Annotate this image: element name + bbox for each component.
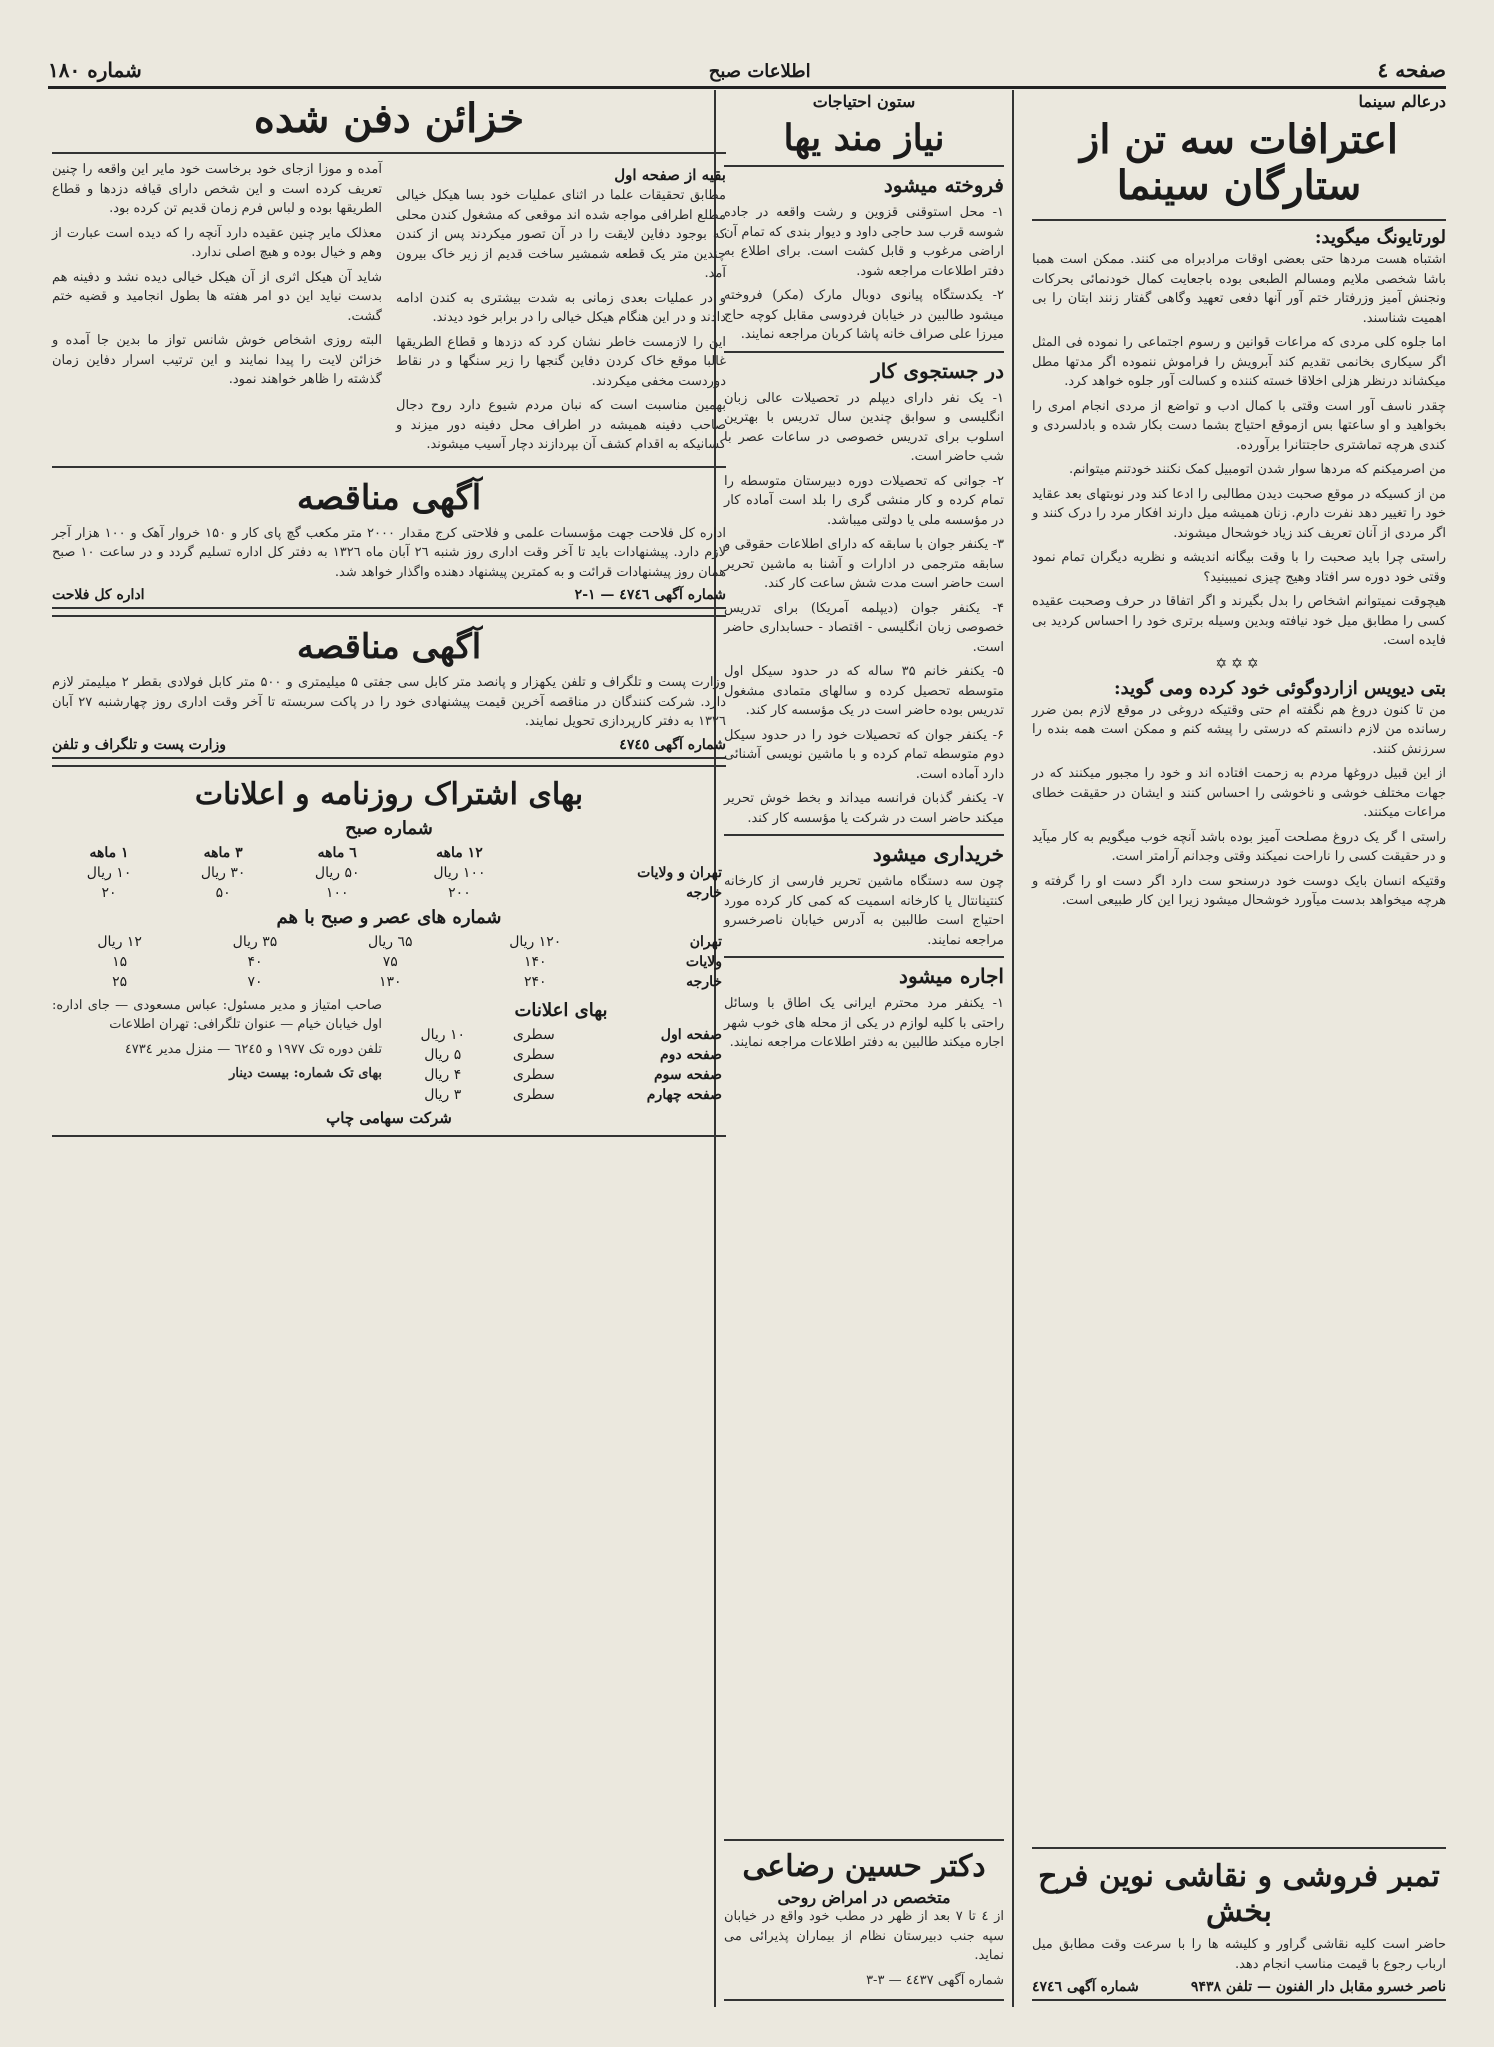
tender-text: وزارت پست و تلگراف و تلفن یکهزار و پانصد متر کابل سی جفتی ۵ میلیمتری و ۵۰۰ متر کابل فولادی بقطر ۲ میلیمتر لازم دارد. شرکت کنندگان در مناقصه آخرین قیمت پیشنهادی خود را در پاکت سربسته تا آخر وقت اداری روز چهارشنبه ۲۷ آبان ۱۳۲٦ به دفتر کارپردازی تحویل نمایند.: [52, 675, 726, 729]
price-cell: ولایات: [685, 953, 722, 970]
classified-item: ۳- یکنفر جوان با سابقه که دارای اطلاعات حقوقی و سابقه مترجمی در ادارات و آشنا به ماشین تحریر است حاضر است مدت شش ساعت کار کند.: [724, 537, 1004, 591]
paragraph: مطابق تحقیقات علما در اثنای عملیات خود بسا هیکل خیالی مطلع اطرافی مواجه شده اند موقعی که مشغول کندن محلی که بوجود دفاین لایقت را در آن تصور میکردند پس از کندن چندین متر یک قطعه شمشیر ساخت قدیم از زیر خاک بیرون آمد.: [396, 188, 726, 281]
price-cell: ۱۰۰: [325, 884, 349, 901]
price-cell: صفحه سوم: [653, 1066, 722, 1083]
masthead: [48, 48, 1446, 89]
classified-item: ۴- یکنفر جوان (دیپلمه آمریکا) برای تدریس خصوصی زبان انگلیسی - اقتصاد - حسابداری حاضر است.: [724, 600, 1004, 655]
price-row: [52, 932, 726, 952]
price-row: [396, 1085, 726, 1105]
price-cell: سطری: [512, 1026, 555, 1043]
price-row: [396, 1065, 726, 1085]
price-row: [396, 1025, 726, 1045]
paragraph: من تا کنون دروغ هم نگفته ام حتی وقتیکه دروغی در موقع لازم بمن ضرر رسانده من لازم دانستم که درستی را پیشه کنم و ممکن است همه بنده را سرزنش کنند.: [1032, 702, 1446, 757]
stamp-shop-ad: [1032, 1847, 1446, 2001]
price-row: [52, 972, 726, 992]
price-cell: صفحه اول: [660, 1026, 722, 1043]
classified-item: ۲- جوانی که تحصیلات دوره دبیرستان متوسطه را تمام کرده و کار منشی گری را بلد است آماده کار در مؤسسه ملی یا دولتی میباشد.: [724, 473, 1004, 528]
price-cell: سطری: [512, 1046, 555, 1063]
paragraph: شاید آن هیکل اثری از آن هیکل خیالی دیده نشد و دفینه هم بدست نیاید این دو امر هفته ها بطول انجامید و قضیه ختم گشت.: [52, 269, 382, 324]
price-cell: ۳ ریال: [424, 1086, 462, 1103]
classified-item: ۷- یکنفر گذبان فرانسه میداند و بخط خوش تحریر میکند حاضر است در شرکت یا مؤسسه کار کند.: [724, 791, 1004, 826]
ads-price-table: [396, 1025, 726, 1105]
price-cell: صفحه چهارم: [646, 1086, 722, 1103]
left-column: [44, 90, 734, 2007]
price-cell: سطری: [512, 1066, 555, 1083]
tender-signature: اداره کل فلاحت: [52, 587, 145, 603]
price-row: [52, 883, 726, 903]
price-cell: تهران: [689, 933, 722, 950]
price-cell: ۵۰ ریال: [314, 864, 360, 881]
price-cell: خارجه: [686, 884, 722, 901]
classified-item: چون سه دستگاه ماشین تحریر فارسی از کارخانه کنتینانتال یا کارخانه اسمیت که کمی کار کرده مورد احتیاج است طالبین به آدرس خیابان ناصرخسرو مراجعه نمایند.: [724, 874, 1004, 948]
price-cell: ۲۴۰: [523, 973, 547, 990]
price-header-cell: ۱۲ ماهه: [436, 844, 483, 861]
paragraph: بهمین مناسبت است که نبان مردم شیوع دارد روح دجال صاحب دفینه همیشه در اطراف محل دفینه دور میزند و کسانیکه به اقدام کشف آن بپردازند دچار آسیب میشوند.: [396, 398, 726, 452]
wanted-heading: خریداری میشود: [872, 842, 1004, 866]
price-cell: ۷۵: [382, 953, 398, 970]
price-cell: ۱۰ ریال: [86, 864, 132, 881]
paragraph: من از کسیکه در موقع صحبت دیدن مطالبی را ادعا کند ودر نوبتهای بعد عقاید خود را تغییر دهد نفرت دارم. زنان همیشه میل دارند افکار مرد را درک کنند و اگر مردی از آنان تعریف کند زیاد خوشحال میشوند.: [1032, 486, 1446, 541]
price-header-cell: ۱ ماهه: [89, 844, 129, 861]
job-seeking-heading: در جستجوی کار: [871, 358, 1004, 383]
price-cell: سطری: [512, 1086, 555, 1103]
ad-contact: ناصر خسرو مقابل دار الفنون — تلفن ۹۴۳۸: [1190, 1979, 1446, 1995]
price-row: [52, 952, 726, 972]
paragraph: چقدر ناسف آور است وقتی با کمال ادب و تواضع از مردی انجام امری را بخواهید و او ساعتها بس ازموقع احتیاج بشما دست بکار شده و بادلسردی و کندی هرچه تماشتری حاجتتانرا برآورده.: [1032, 398, 1446, 453]
price-cell: ۲۵: [112, 973, 128, 990]
tender-title: آگهی مناقصه: [296, 477, 482, 518]
star-divider: ✡✡✡: [1215, 655, 1263, 672]
price-cell: ۱۰ ریال: [420, 1026, 466, 1043]
paragraph: این را لازمست خاطر نشان کرد که دزدها و قطاع الطریقها غالبا موقع خاک کردن دفاین گنجها را زیر سنگها و در نقاط دوردست مخفی میکردند.: [396, 334, 726, 389]
price-cell: ۳۰ ریال: [200, 864, 246, 881]
rent-heading: اجاره میشود: [899, 964, 1004, 988]
ad-text: حاضر است کلیه نقاشی گراور و کلیشه ها را با سرعت وقت مطابق میل ارباب رجوع با قیمت مناسب انجام دهد.: [1032, 1937, 1446, 1972]
subscription-prices: [52, 765, 726, 1137]
issue-number: شماره ۱۸۰: [48, 58, 142, 82]
classified-item: ۱- محل استوقنی قزوین و رشت واقعه در جاده شوسه قرب سد حاجی داود و دیوار بندی که تمام آن اراضی مرغوب و قابل کشت است. برای اطلاع به دفتر اطلاعات مراجعه شود.: [724, 205, 1004, 279]
price-header-cell: [525, 843, 726, 863]
ad-title: تمبر فروشی و نقاشی نوین فرح بخش: [1038, 1859, 1440, 1929]
paragraph: اما جلوه کلی مردی که مراعات قوانین و رسوم اجتماعی را نموده فی المثل اگر سیکاری بخانمی تقدیم کند آبرویش را فراموش ننموده اگر مدتها مطل میکشاند درنظر هزلی اخلاقا خسته کننده و کسالت آور جلوه خواهد کرد.: [1032, 335, 1446, 389]
continued-note: بقیه از صفحه اول: [614, 166, 726, 184]
price-cell: تهران و ولایات: [637, 864, 722, 881]
classifieds-headline: نیاز مند یها: [783, 117, 945, 159]
ad-ref: شماره آگهی ٤٧٤٦: [1032, 1979, 1139, 1995]
doctor-name: دکتر حسین رضاعی: [742, 1849, 986, 1884]
price-cell: ۵۰: [215, 884, 231, 901]
price-cell: صفحه دوم: [659, 1046, 722, 1063]
page-number: صفحه ٤: [1377, 58, 1446, 82]
price-cell: ۴۰: [247, 953, 263, 970]
middle-column: [714, 90, 1014, 2007]
price-cell: ۷۰: [247, 973, 263, 990]
right-column: [1024, 90, 1454, 2007]
paper-name: اطلاعات صبح: [708, 61, 811, 82]
section-tag: ستون احتیاجات: [812, 92, 916, 111]
tender-title: آگهی مناقصه: [296, 627, 482, 667]
price-row: [52, 863, 726, 883]
price-cell: ۱۴۰: [523, 953, 547, 970]
tender-ad-two: [52, 615, 726, 759]
price-cell: ٦۵ ریال: [367, 933, 413, 950]
paragraph: از این قبیل دروغها مردم به زحمت افتاده اند و خود را مجبور میکنند که در جهات مختلف خوشی و ناخوشی را احساس کنند و ایشان در حقیقت خطای مراعات میکنند.: [1032, 766, 1446, 820]
treasures-article: [52, 160, 726, 460]
both-price-table: [52, 932, 726, 992]
price-cell: ۵ ریال: [424, 1046, 462, 1063]
price-row: [396, 1045, 726, 1065]
price-header-cell: ۳ ماهه: [203, 844, 243, 861]
classified-item: ۶- یکنفر جوان که تحصیلات خود را در حدود سیکل دوم متوسطه تمام کرده و با ماشین نویسی آشنائی دارد آماده است.: [724, 727, 1004, 782]
paragraph: وقتیکه انسان بایک دوست خود درسنحو ست دارد اگر دست او را گرفته و هرچه میخواهد بدست میآورد خوشحال میشود زیرا این کار طبیعی است.: [1032, 873, 1446, 908]
morning-heading: شماره صبح: [345, 817, 433, 839]
price-cell: ۳۵ ریال: [232, 933, 278, 950]
tender-signature: وزارت پست و تلگراف و تلفن: [52, 736, 227, 753]
doctor-ad: [724, 1839, 1004, 2001]
price-cell: ۲۰۰: [448, 884, 471, 901]
phones: تلفن دوره تک ١٩٧٧ و ٦٢٤٥ — منزل مدیر ٤٧٣٤: [124, 1041, 382, 1057]
printer: شرکت سهامی چاپ: [326, 1108, 452, 1127]
price-cell: ۱۳۰: [378, 973, 402, 990]
publisher-info: صاحب امتیاز و مدیر مسئول: عباس مسعودی — جای اداره: اول خیابان خیام — عنوان تلگرافی: تهران اطلاعات: [52, 997, 382, 1032]
price-cell: ۱۰۰ ریال: [433, 864, 486, 881]
price-cell: ۱۲ ریال: [97, 933, 142, 950]
price-cell: ۴ ریال: [424, 1066, 462, 1083]
classified-item: ۵- یکنفر خانم ۳۵ ساله که در حدود سیکل اول متوسطه تحصیل کرده و سالهای متمادی مشغول تدریس بوده حاضر است در یک مؤسسه کار کند.: [724, 664, 1005, 718]
paragraph: هیچوقت نمیتوانم اشخاص را بدل بگیرند و اگر اتفاقا در حرف وصحبت عقیده کسی را مطابق میل خود نیافته وبدین وسیله برتری خود را احساس کردید بی فایده است.: [1032, 594, 1446, 648]
price-cell: خارجه: [686, 973, 722, 990]
paragraph: من اصرمیکنم که مردها سوار شدن اتومبیل کمک نکنند خودتنم میتوانم.: [1069, 462, 1446, 477]
paragraph: راستی ا گر یک دروغ مصلحت آمیز بوده باشد آنچه خوب میگویم به کار میآید و در حقیقت کسی را ناراحت نمیکند وقتی وجدانم آرامتر است.: [1032, 829, 1446, 864]
speaker-two: بتی دیویس ازاردوگوئی خود کرده ومی گوید:: [1114, 677, 1446, 699]
doctor-text: از ٤ تا ٧ بعد از ظهر در مطب خود واقع در خیابان سپه جنب دبیرستان نظام از بیماران پذیرائی می نماید.: [724, 1909, 1004, 1963]
classified-item: ۱- یک نفر دارای دیپلم در تحصیلات عالی زبان انگلیسی و سوابق چندین سال تدریس با بهترین اسلوب برای تدریس خصوصی در ساعات عصر با شب حاضر است.: [724, 390, 1004, 464]
price-header-cell: ٦ ماهه: [317, 844, 357, 861]
paragraph: و در عملیات بعدی زمانی به شدت بیشتری به کندن ادامه دادند و در این هنگام هیکل خیالی را در برابر خود دیدند.: [396, 290, 726, 325]
prices-title: بهای اشتراک روزنامه و اعلانات: [194, 776, 584, 812]
cinema-headline: اعترافات سه تن از ستارگان سینما: [1080, 116, 1398, 209]
paragraph: اشتباه هست مردها حتی بعضی اوقات مرادبراه می کنند. ممکن است همبا باشا شخصی ملایم ومسالم الطبعی بوده باجعایت کمال خودنمائی بحرکات ونجنش آمیز وزرفتار ختم آور آنها دفعی تعهید وگاهی گفتار زنند ابتان را بی اهمیت شناسند.: [1032, 252, 1446, 326]
paragraph: معذلک مایر چنین عقیده دارد آنچه را که دیده است عبارت از وهم و خیال بوده و هیچ اصلی ندارد.: [52, 225, 382, 260]
price-header-row: [52, 843, 726, 863]
price-cell: ۱۵: [112, 953, 128, 970]
for-sale-heading: فروخته میشود: [883, 173, 1004, 197]
single-price: بهای تک شماره: بیست دینار: [229, 1066, 382, 1081]
paragraph: راستی چرا باید صحبت را با وقت بیگانه اندیشه و نظریه دیگران تمام نمود وقتی خود دوره سر افتاد وهیج چیزی نمیبینید؟: [1032, 550, 1446, 585]
paragraph: البته روزی اشخاص خوش شانس تواز ما بدین جا آمده و خزائن لایت را پیدا نمایند و این ترتیب اسرار دفاین زمان گذشته را ظاهر خواهند نمود.: [52, 333, 382, 387]
both-heading: شماره های عصر و صبح با هم: [276, 906, 502, 928]
tender-ad-one: [52, 466, 726, 610]
tender-ref: شماره آگهی ٤٧٤٥: [619, 736, 726, 753]
treasures-headline: خزائن دفن شده: [253, 95, 525, 142]
tender-text: اداره کل فلاحت جهت مؤسسات علمی و فلاحتی کرج مقدار ۲۰۰۰ متر مکعب گچ پای کار و ۱۵۰ خروار آهک و ۱۰۰ هزار آجر لازم دارد. پیشنهادات باید تا آخر وقت اداری روز شنبه ۲٦ آبان ماه ۱۳۲٦ به دفتر کل اداره تسلیم گردد و در ساعت ۱۰ صبح همان روز پیشنهادات قرائت و به کمترین پیشنهاد دهنده واگذار خواهد شد.: [52, 525, 726, 580]
paragraph: آمده و موزا ازجای خود برخاست خود مایر این واقعه را چنین تعریف کرده است و این شخص دارای قیافه دزدها و قطاع الطریقها بوده و لباس فرم زمان قدیم تن کرده بود.: [52, 162, 382, 216]
price-cell: ۱۲۰ ریال: [509, 933, 562, 950]
price-cell: ۲۰: [101, 884, 117, 901]
classified-item: ۲- یکدستگاه پیانوی دوبال مارک (مکر) فروخته میشود طالبین در خیابان فردوسی مقابل کوچه حاج میرزا علی صراف خانه پاشا کربان مراجعه نمایند.: [724, 288, 1004, 342]
doctor-specialty: متخصص در امراض روحی: [777, 1888, 951, 1907]
section-tag: درعالم سینما: [1358, 92, 1446, 111]
doctor-ref: شماره آگهی ٤٤٣٧ — ۳-۳: [866, 1972, 1004, 1988]
tender-ref: شماره آگهی ٤٧٤٦ — ۱-۲: [574, 587, 726, 603]
speaker-one: لورتایونگ میگوید:: [1314, 227, 1446, 248]
classified-item: ۱- یکنفر مرد محترم ایرانی یک اطاق با وسائل راحتی با کلیه لوازم در یکی از محله های خوب شهر اجاره میکند طالبین به دفتر اطلاعات مراجعه نمایند.: [724, 996, 1004, 1050]
morning-price-table: [52, 843, 726, 903]
ads-heading: بهای اعلانات: [514, 999, 608, 1021]
